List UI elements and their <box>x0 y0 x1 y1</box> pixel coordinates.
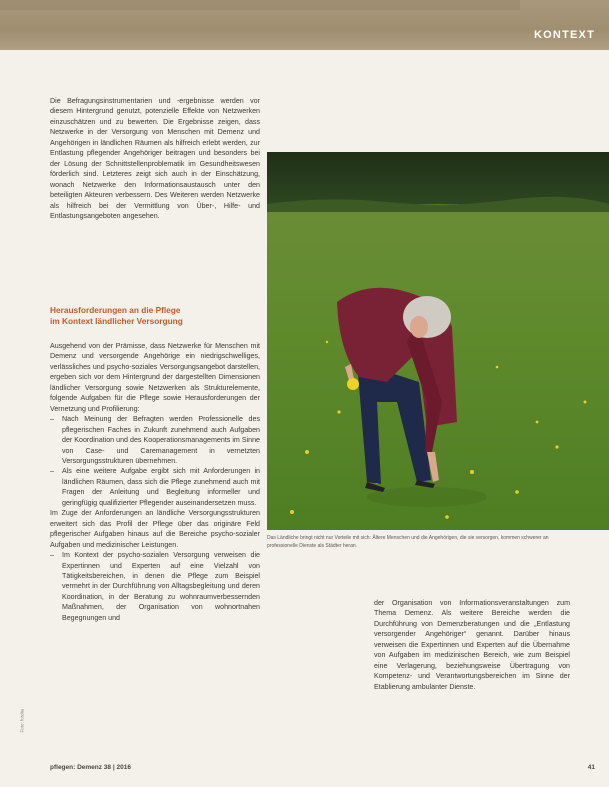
subheading <box>50 305 260 327</box>
bullet-dash: – <box>50 415 54 424</box>
bullet-item <box>50 414 260 466</box>
paragraph-networks-results: Die Befragungsinstrumentarien und -ergebnisse werden vor diesem Hintergrund genutzt, potenzielle Effekte von Netzwerken einzuschätzen und zu bewerten. Die Ergebnisse zeigen, dass Netzwerke in der Versorgung von Menschen mit Demenz und Angehörigen in ländlichen Räumen als hilfreich erlebt werden, zur Entlastung pflegender Angehöriger beitragen und besonders bei der Lösung der Schnittstellenproblematik im Gesundheitswesen förderlich sind. Letzteres zeigt sich auch in der Einschätzung, wonach Netzwerke den Informationsaustausch unter den beteiligten Akteuren verbessern. Des Weiteren werden Netzwerke als hilfreich bei der Vermittlung von Über-, Hilfe- und Entlastungsangeboten angesehen. <box>50 97 260 220</box>
bullet-dash: – <box>50 551 54 560</box>
paragraph-profile: Im Zuge der Anforderungen an ländliche Versorgungsstrukturen erweitert sich das Profil der Pflege über das originäre Feld pflegerischer Aufgaben hinaus auf die Bereiche psycho-sozialer Aufgaben und medizinischer Leistungen. <box>50 509 260 549</box>
bullet-text-psychosocial: Im Kontext der psycho-sozialen Versorgung verweisen die Expertinnen und Experten auf eine Vielzahl von Tätigkeitsbereichen, in denen die Pflege zum Beispiel vermehrt in der Durchführung von Alltagsbegleitung und deren Koordination, in der Beratung zu wohnraumverbessernden Maßnahmen, der Organisation von wohnortnahen Begegnungen und <box>62 551 260 622</box>
bullet-text-coordination: Nach Meinung der Befragten werden Professionelle des pflegerischen Faches in Zukunft zunehmend auch Aufgaben der Koordination und des Kooperationsmanagements im Sinne von Case- und Caremanagement in vernetzten Versorgungsstrukturen übernehmen. <box>62 415 260 465</box>
text-column-2 <box>50 341 260 623</box>
header-band-shade <box>0 0 520 10</box>
bullet-item <box>50 466 260 508</box>
page-number: 41 <box>587 764 595 771</box>
meadow-photo-illustration <box>267 152 609 530</box>
text-column-3 <box>374 598 570 692</box>
text-column-1 <box>50 96 260 221</box>
bullet-item <box>50 550 260 623</box>
photo-credit: Foto: fotolia <box>19 708 25 733</box>
paragraph-continuation: der Organisation von Informationsveranstaltungen zum Thema Demenz. Als weitere Bereiche werden die Durchführung von Demenzberatungen und die „Entlastung versorgender Angehöriger“ genannt. Darüber hinaus verweisen die Expertinnen und Experten auf die Übernahme von Aufgaben im medizinischen Bereich, wie zum Beispiel eine Verlagerung, beziehungsweise Übertragung von Kompetenz- und Verantwortungsbereichen im Sinne der Etablierung ambulanter Dienste. <box>374 599 570 691</box>
footer-journal: pflegen: Demenz 38 | 2016 <box>50 764 131 771</box>
photo-elderly-person-meadow <box>267 152 609 530</box>
header-band <box>0 0 609 50</box>
section-tag: KONTEXT <box>534 29 595 41</box>
photo-caption: Das Ländliche bringt nicht nur Vorteile mit sich: Ältere Menschen und die Angehörigen, die sie versorgen, kommen schwerer an professionelle Dienste als Städter heran. <box>267 535 549 549</box>
bullet-dash: – <box>50 467 54 476</box>
paragraph-intro: Ausgehend von der Prämisse, dass Netzwerke für Menschen mit Demenz und versorgende Angehörige ein niedrigschwelliges, verlässliches und psycho-soziales Versorgungsangebot darstellen, ergeben sich vor dem Hintergrund der dargestellten Dimensionen ländlicher Versorgung sowie Netzwerken als Strukturelemente, folgende Aufgaben für die Pflege sowie Herausforderungen der Vernetzung und Profilierung: <box>50 342 260 413</box>
subheading-line-1: Herausforderungen an die Pflege <box>50 305 181 315</box>
subheading-line-2: im Kontext ländlicher Versorgung <box>50 316 183 326</box>
bullet-text-guidance: Als eine weitere Aufgabe ergibt sich mit Anforderungen in ländlichen Räumen, dass sich die Pflege zunehmend auch mit Fragen der Anleitung und Begleitung informeller und geringfügig qualifizierter Pflegender auseinandersetzen muss. <box>62 467 260 507</box>
